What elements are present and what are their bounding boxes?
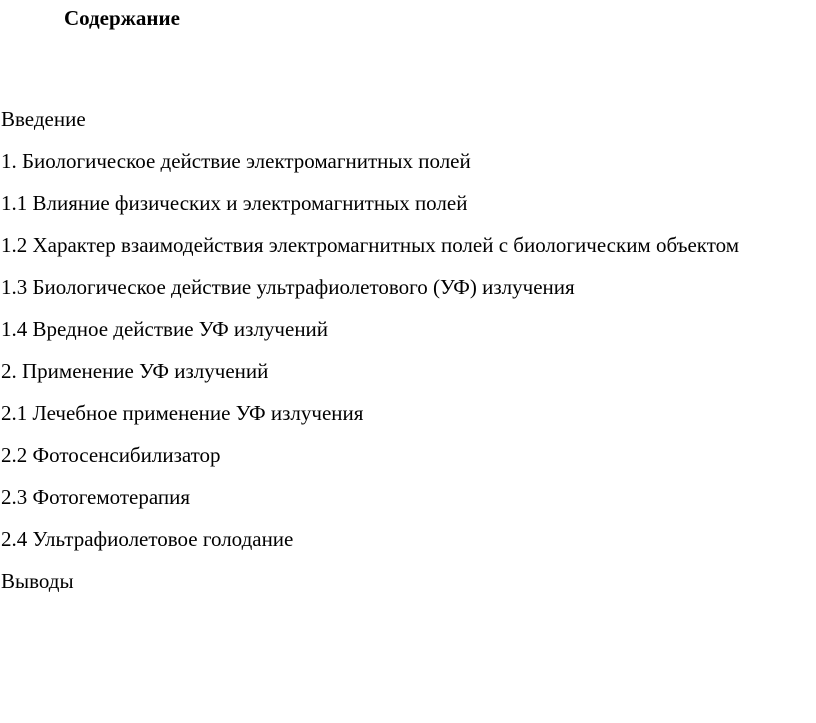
toc-item-section-2-1: 2.1 Лечебное применение УФ излучения [1, 401, 364, 425]
page-title: Содержание [64, 6, 180, 30]
toc-item-section-2-3: 2.3 Фотогемотерапия [1, 485, 191, 509]
toc-item-section-1-1: 1.1 Влияние физических и электромагнитных полей [1, 191, 468, 215]
toc-item-section-2-4: 2.4 Ультрафиолетовое голодание [1, 527, 294, 551]
toc-item-conclusions: Выводы [1, 569, 74, 593]
toc-item-section-2-2: 2.2 Фотосенсибилизатор [1, 443, 221, 467]
toc-item-section-1-3: 1.3 Биологическое действие ультрафиолетового (УФ) излучения [1, 275, 575, 299]
toc-item-introduction: Введение [1, 107, 86, 131]
toc-item-section-1-4: 1.4 Вредное действие УФ излучений [1, 317, 329, 341]
toc-item-section-2: 2. Применение УФ излучений [1, 359, 269, 383]
toc-item-section-1-2: 1.2 Характер взаимодействия электромагнитных полей с биологическим объектом [1, 233, 740, 257]
toc-item-section-1: 1. Биологическое действие электромагнитных полей [1, 149, 471, 173]
table-of-contents [1, 98, 815, 602]
